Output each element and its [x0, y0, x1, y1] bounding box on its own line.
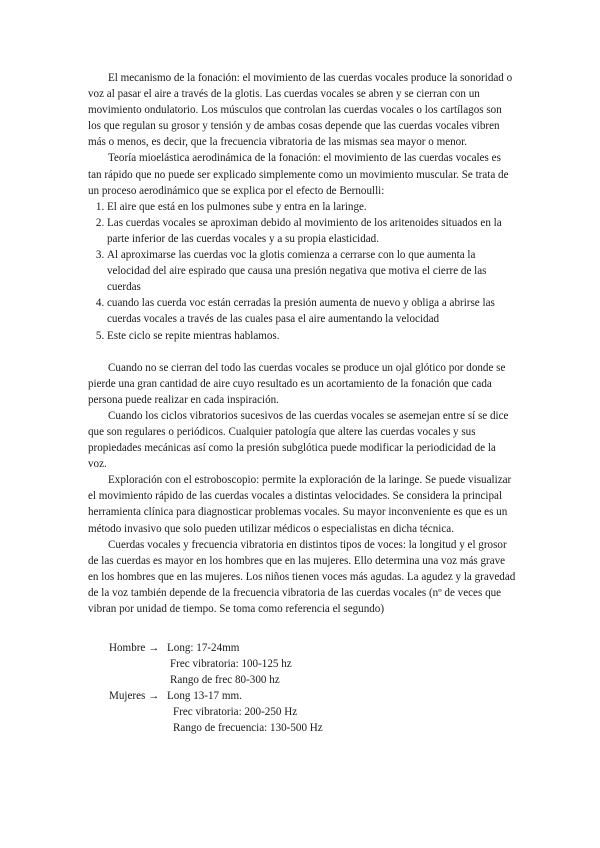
women-length: Long 13-17 mm.: [167, 690, 242, 703]
list-item: 2. Las cuerdas vocales se aproximan debido al movimiento de los aritenoides situados en la parte inferior de las cuerdas vocales y a su propia elasticidad.: [107, 215, 516, 247]
men-range: Rango de frec 80-300 hz: [170, 674, 280, 687]
spacer: [88, 344, 516, 360]
document-body: [88, 70, 516, 736]
paragraph-stroboscope: Exploración con el estroboscopio: permite la exploración de la laringe. Se puede visualizar el movimiento rápido de las cuerdas vocales a distintas velocidades. Se considera la principal herramienta clínica para diagnosticar problemas vocales. Su mayor inconveniente es que es un método invasivo que solo pueden utilizar médicos o especialistas en dicha técnica.: [88, 474, 512, 535]
men-frequency: Frec vibratoria: 100-125 hz: [170, 658, 292, 671]
paragraph-glottic-gap: Cuando no se cierran del todo las cuerdas vocales se produce un ojal glótico por donde se pierde una gran cantidad de aire cuyo resultado es un acortamiento de la fonación que cada persona puede realizar en cada inspiración.: [88, 361, 506, 406]
list-item: 5. Este ciclo se repite mientras hablamos.: [107, 328, 516, 344]
women-range: Rango de frecuencia: 130-500 Hz: [173, 722, 323, 735]
paragraph-myoelastic-theory: Teoría mioelástica aerodinámica de la fonación: el movimiento de las cuerdas vocales es tan rápido que no puede ser explicado simplemente como un movimiento muscular. Se trata de un proceso aerodinámico que se explica por el efecto de Bernoulli:: [88, 152, 509, 197]
frequency-summary: [109, 640, 516, 736]
list-item: 4. cuando las cuerda voc están cerradas la presión aumenta de nuevo y obliga a abrirse las cuerdas vocales a través de las cuales pasa el aire aumentando la velocidad: [107, 295, 516, 327]
paragraph-periodicity: Cuando los ciclos vibratorios sucesivos de las cuerdas vocales se asemejan entre sí se dice que son regulares o periódicos. Cualquier patología que altere las cuerdas vocales y sus propiedades mecánicas así como la presión subglótica puede modificar la periodicidad de la voz.: [88, 409, 509, 471]
list-item: 3. Al aproximarse las cuerdas voc la glotis comienza a cerrarse con lo que aumenta la velocidad del aire espirado que causa una presión negativa que motiva el cierre de las cuerdas: [107, 247, 516, 295]
men-length: Long: 17-24mm: [167, 642, 240, 655]
women-label: Mujeres →: [109, 690, 160, 703]
list-item: 1. El aire que está en los pulmones sube y entra en la laringe.: [107, 199, 516, 215]
paragraph-voice-types: Cuerdas vocales y frecuencia vibratoria en distintos tipos de voces: la longitud y el grosor de las cuerdas es mayor en los hombres que en las mujeres. Ello determina una voz más grave en los hombres que en las mujeres. Los niños tienen voces más agudas. La agudez y la gravedad de la voz también depende de la frecuencia vibratoria de las cuerdas vocales (nº de veces que vibran por unidad de tiempo. Se toma como referencia el segundo): [88, 538, 516, 615]
men-label: Hombre →: [109, 642, 160, 655]
bernoulli-steps-list: [88, 199, 516, 344]
spacer: [88, 617, 516, 640]
summary-row-women: [109, 688, 516, 704]
summary-row-men: [109, 640, 516, 656]
women-frequency: Frec vibratoria: 200-250 Hz: [173, 706, 298, 719]
paragraph-phonation-mechanism: El mecanismo de la fonación: el movimiento de las cuerdas vocales produce la sonoridad o voz al pasar el aire a través de la glotis. Las cuerdas vocales se abren y se cierran con un movimiento ondulatorio. Los músculos que controlan las cuerdas vocales o los cartílagos son los que regulan su grosor y tensión y de ambas cosas depende que las cuerdas vocales vibren más o menos, es decir, que la frecuencia vibratoria de las mismas sea mayor o menor.: [88, 72, 513, 149]
